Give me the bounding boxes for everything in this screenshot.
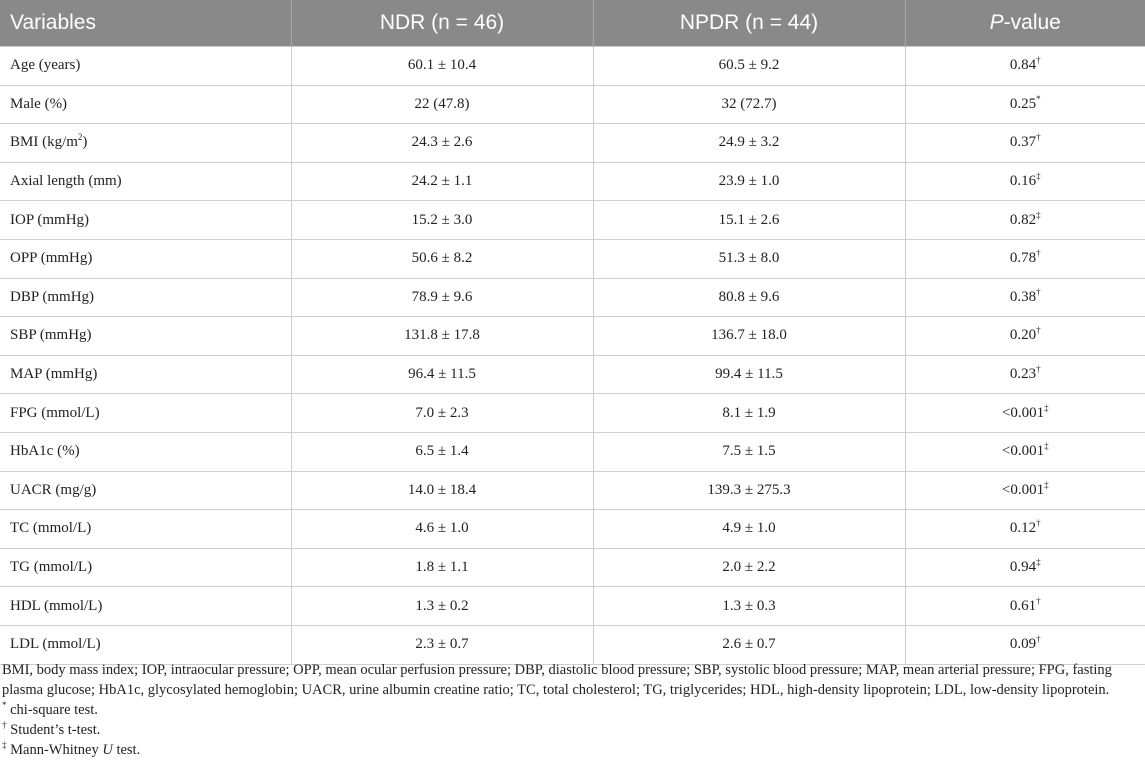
p-value-cell: 0.16‡: [905, 162, 1145, 201]
variable-cell: Axial length (mm): [0, 162, 291, 201]
table-row: [0, 394, 1145, 433]
test-marker: †: [1036, 364, 1041, 375]
test-marker: †: [1036, 595, 1041, 606]
table-row: [0, 85, 1145, 124]
ndr-value-cell: 24.2 ± 1.1: [291, 162, 593, 201]
table-row: [0, 625, 1145, 664]
variable-cell: DBP (mmHg): [0, 278, 291, 317]
variable-cell: TG (mmol/L): [0, 548, 291, 587]
table-row: [0, 355, 1145, 394]
p-value-cell: 0.37†: [905, 124, 1145, 163]
table-row: [0, 471, 1145, 510]
header-p-italic: P: [989, 11, 1004, 34]
p-value-cell: 0.12†: [905, 510, 1145, 549]
table-row: [0, 317, 1145, 356]
npdr-value-cell: 24.9 ± 3.2: [593, 124, 905, 163]
ndr-value-cell: 15.2 ± 3.0: [291, 201, 593, 240]
npdr-value-cell: 60.5 ± 9.2: [593, 47, 905, 86]
test-marker: ‡: [1044, 402, 1049, 413]
test-marker: ‡: [1044, 441, 1049, 452]
table-row: [0, 548, 1145, 587]
p-value-cell: 0.82‡: [905, 201, 1145, 240]
variable-cell: BMI $(kg/m^2)$: [0, 124, 291, 163]
footnote-chi-square: * chi-square test.: [2, 700, 98, 718]
ndr-value-cell: 7.0 ± 2.3: [291, 394, 593, 433]
p-value-cell: 0.20†: [905, 317, 1145, 356]
test-marker: ‡: [1044, 479, 1049, 490]
ndr-value-cell: 1.8 ± 1.1: [291, 548, 593, 587]
p-value-cell: 0.84†: [905, 47, 1145, 86]
npdr-value-cell: 80.8 ± 9.6: [593, 278, 905, 317]
test-marker: †: [1036, 248, 1041, 259]
npdr-value-cell: 1.3 ± 0.3: [593, 587, 905, 626]
table-row: [0, 124, 1145, 163]
test-marker: †: [1036, 286, 1041, 297]
abbreviations-note: BMI, body mass index; IOP, intraocular pressure; OPP, mean ocular perfusion pressure; DBP, diastolic blood pressure; SBP, systolic blood pressure; MAP, mean arterial pressure; FPG, fasting plasma glucose; HbA1c, glycosylated hemoglobin; UACR, urine albumin creatine ratio; TC, total cholesterol; TG, triglycerides; HDL, high-density lipoprotein; LDL, low-density lipoprotein.: [2, 662, 1112, 698]
ndr-value-cell: 6.5 ± 1.4: [291, 432, 593, 471]
test-marker: †: [1036, 132, 1041, 143]
npdr-value-cell: 139.3 ± 275.3: [593, 471, 905, 510]
header-ndr: NDR (n = 46): [291, 0, 593, 47]
npdr-value-cell: 51.3 ± 8.0: [593, 239, 905, 278]
p-value-cell: <0.001‡: [905, 394, 1145, 433]
p-value-cell: 0.94‡: [905, 548, 1145, 587]
ndr-value-cell: 22 (47.8): [291, 85, 593, 124]
test-marker: †: [1036, 55, 1041, 66]
table-row: [0, 587, 1145, 626]
variable-cell: FPG (mmol/L): [0, 394, 291, 433]
variable-cell: Age (years): [0, 47, 291, 86]
table-row: [0, 510, 1145, 549]
variable-cell: HDL (mmol/L): [0, 587, 291, 626]
npdr-value-cell: 7.5 ± 1.5: [593, 432, 905, 471]
ndr-value-cell: 131.8 ± 17.8: [291, 317, 593, 356]
header-p-value: [905, 0, 1145, 47]
ndr-value-cell: 96.4 ± 11.5: [291, 355, 593, 394]
test-marker: ‡: [1036, 557, 1041, 568]
npdr-value-cell: 99.4 ± 11.5: [593, 355, 905, 394]
table-footnotes: [0, 660, 1145, 760]
p-value-cell: <0.001‡: [905, 471, 1145, 510]
header-row: [0, 0, 1145, 47]
p-value-cell: 0.23†: [905, 355, 1145, 394]
p-value-cell: <0.001‡: [905, 432, 1145, 471]
ndr-value-cell: 60.1 ± 10.4: [291, 47, 593, 86]
test-marker: †: [1036, 325, 1041, 336]
variable-cell: LDL (mmol/L): [0, 625, 291, 664]
table-row: [0, 162, 1145, 201]
npdr-value-cell: 136.7 ± 18.0: [593, 317, 905, 356]
table-row: [0, 278, 1145, 317]
header-variables: Variables: [0, 0, 291, 47]
table-row: [0, 201, 1145, 240]
test-marker: †: [1036, 634, 1041, 645]
footnote-mann-whitney: ‡ Mann-Whitney U test.: [2, 740, 141, 758]
test-marker: †: [1036, 518, 1041, 529]
npdr-value-cell: 2.0 ± 2.2: [593, 548, 905, 587]
header-p-suffix: -value: [1003, 11, 1061, 34]
p-value-cell: 0.25*: [905, 85, 1145, 124]
test-marker: *: [1036, 93, 1041, 104]
variable-cell: HbA1c (%): [0, 432, 291, 471]
ndr-value-cell: 24.3 ± 2.6: [291, 124, 593, 163]
ndr-value-cell: 78.9 ± 9.6: [291, 278, 593, 317]
p-value-cell: 0.78†: [905, 239, 1145, 278]
ndr-value-cell: 2.3 ± 0.7: [291, 625, 593, 664]
variable-cell: IOP (mmHg): [0, 201, 291, 240]
p-value-cell: 0.38†: [905, 278, 1145, 317]
npdr-value-cell: 32 (72.7): [593, 85, 905, 124]
table-row: [0, 47, 1145, 86]
ndr-value-cell: 14.0 ± 18.4: [291, 471, 593, 510]
ndr-value-cell: 1.3 ± 0.2: [291, 587, 593, 626]
header-npdr: NPDR (n = 44): [593, 0, 905, 47]
p-value-cell: 0.61†: [905, 587, 1145, 626]
variable-cell: SBP (mmHg): [0, 317, 291, 356]
npdr-value-cell: 8.1 ± 1.9: [593, 394, 905, 433]
test-marker: ‡: [1036, 209, 1041, 220]
ndr-value-cell: 4.6 ± 1.0: [291, 510, 593, 549]
test-marker: ‡: [1036, 171, 1041, 182]
table-row: [0, 239, 1145, 278]
p-value-cell: 0.09†: [905, 625, 1145, 664]
footnote-t-test: † Student’s t-test.: [2, 720, 101, 738]
variable-cell: TC (mmol/L): [0, 510, 291, 549]
variable-cell: Male (%): [0, 85, 291, 124]
npdr-value-cell: 15.1 ± 2.6: [593, 201, 905, 240]
variable-cell: UACR (mg/g): [0, 471, 291, 510]
table-row: [0, 432, 1145, 471]
variable-cell: MAP (mmHg): [0, 355, 291, 394]
ndr-value-cell: 50.6 ± 8.2: [291, 239, 593, 278]
npdr-value-cell: 2.6 ± 0.7: [593, 625, 905, 664]
variable-cell: OPP (mmHg): [0, 239, 291, 278]
npdr-value-cell: 23.9 ± 1.0: [593, 162, 905, 201]
npdr-value-cell: 4.9 ± 1.0: [593, 510, 905, 549]
